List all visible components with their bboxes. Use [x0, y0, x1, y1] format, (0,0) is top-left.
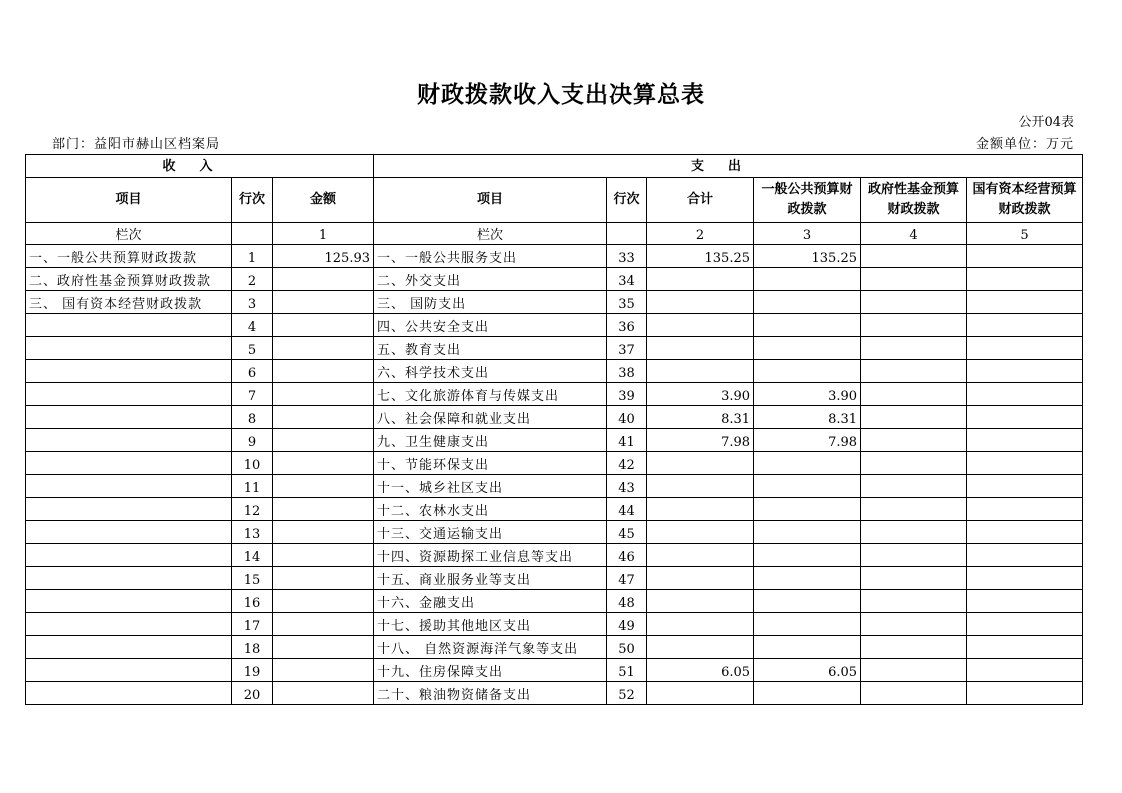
gov-fund-cell [861, 406, 967, 429]
income-amount-cell [273, 659, 374, 682]
income-amount-cell [273, 360, 374, 383]
state-capital-cell [967, 544, 1083, 567]
state-capital-cell [967, 291, 1083, 314]
gov-fund-cell [861, 360, 967, 383]
income-row-cell: 5 [232, 337, 273, 360]
income-amount-cell [273, 613, 374, 636]
income-amount-cell [273, 590, 374, 613]
general-budget-cell: 6.05 [754, 659, 861, 682]
table-row [26, 452, 1083, 475]
column-header-row [26, 178, 1083, 223]
income-row-cell: 18 [232, 636, 273, 659]
income-row-cell: 1 [232, 245, 273, 268]
total-cell: 3.90 [647, 383, 754, 406]
state-capital-cell [967, 521, 1083, 544]
expense-item-cell: 九、卫生健康支出 [374, 429, 607, 452]
income-row-cell: 2 [232, 268, 273, 291]
gov-fund-cell [861, 475, 967, 498]
department-label: 部门：益阳市赫山区档案局 [52, 137, 221, 152]
general-budget-cell [754, 636, 861, 659]
expense-item-cell: 八、社会保障和就业支出 [374, 406, 607, 429]
expense-item-cell: 十一、城乡社区支出 [374, 475, 607, 498]
expense-row-cell: 35 [607, 291, 647, 314]
expense-row-cell: 36 [607, 314, 647, 337]
section-header-row [26, 155, 1083, 178]
index-total: 2 [647, 223, 754, 245]
total-cell [647, 291, 754, 314]
income-amount-cell [273, 636, 374, 659]
general-budget-cell [754, 590, 861, 613]
income-amount-cell [273, 498, 374, 521]
state-capital-cell [967, 337, 1083, 360]
income-item-cell [26, 636, 232, 659]
expense-row-cell: 38 [607, 360, 647, 383]
expense-row-cell: 44 [607, 498, 647, 521]
total-cell [647, 567, 754, 590]
general-budget-cell [754, 682, 861, 705]
table-row [26, 636, 1083, 659]
page-title: 财政拨款收入支出决算总表 [417, 82, 705, 108]
income-amount-cell [273, 337, 374, 360]
income-row-cell: 17 [232, 613, 273, 636]
table-row [26, 613, 1083, 636]
state-capital-cell [967, 245, 1083, 268]
expense-item-cell: 五、教育支出 [374, 337, 607, 360]
gov-fund-cell [861, 682, 967, 705]
total-cell: 7.98 [647, 429, 754, 452]
total-cell [647, 452, 754, 475]
expense-item-cell: 二、外交支出 [374, 268, 607, 291]
expense-item-cell: 十、节能环保支出 [374, 452, 607, 475]
index-amount: 1 [273, 223, 374, 245]
table-row [26, 544, 1083, 567]
gov-fund-cell [861, 544, 967, 567]
expense-item-cell: 十九、住房保障支出 [374, 659, 607, 682]
table-row [26, 360, 1083, 383]
index-cell [232, 223, 273, 245]
table-row [26, 498, 1083, 521]
general-budget-cell [754, 360, 861, 383]
expense-row-cell: 43 [607, 475, 647, 498]
total-cell [647, 636, 754, 659]
state-capital-cell [967, 659, 1083, 682]
appropriation-table [25, 154, 1083, 705]
income-row-cell: 3 [232, 291, 273, 314]
table-row [26, 291, 1083, 314]
expense-item-cell: 一、一般公共服务支出 [374, 245, 607, 268]
expense-item-cell: 四、公共安全支出 [374, 314, 607, 337]
expense-item-cell: 十五、商业服务业等支出 [374, 567, 607, 590]
expense-item-cell: 七、文化旅游体育与传媒支出 [374, 383, 607, 406]
table-row [26, 406, 1083, 429]
expense-row-cell: 49 [607, 613, 647, 636]
income-amount-cell [273, 291, 374, 314]
income-amount-cell: 125.93 [273, 245, 374, 268]
total-cell [647, 498, 754, 521]
general-budget-cell [754, 452, 861, 475]
income-amount-cell [273, 314, 374, 337]
state-capital-cell [967, 406, 1083, 429]
income-item-cell [26, 383, 232, 406]
income-item-cell [26, 544, 232, 567]
expense-item-cell: 三、 国防支出 [374, 291, 607, 314]
gov-fund-cell [861, 429, 967, 452]
state-capital-cell [967, 567, 1083, 590]
gov-fund-cell [861, 314, 967, 337]
income-row-cell: 20 [232, 682, 273, 705]
income-item-cell [26, 498, 232, 521]
table-row [26, 682, 1083, 705]
income-amount-cell [273, 406, 374, 429]
income-amount-cell [273, 682, 374, 705]
general-budget-cell [754, 613, 861, 636]
index-label-right: 栏次 [374, 223, 607, 245]
gov-fund-cell [861, 636, 967, 659]
income-row-cell: 8 [232, 406, 273, 429]
general-budget-cell [754, 567, 861, 590]
table-row [26, 590, 1083, 613]
index-row [26, 223, 1083, 245]
col-state-capital: 国有资本经营预算财政拨款 [967, 178, 1083, 223]
gov-fund-cell [861, 337, 967, 360]
income-row-cell: 6 [232, 360, 273, 383]
income-item-cell [26, 682, 232, 705]
income-row-cell: 11 [232, 475, 273, 498]
col-income-amount: 金额 [273, 178, 374, 223]
income-amount-cell [273, 521, 374, 544]
income-amount-cell [273, 567, 374, 590]
gov-fund-cell [861, 521, 967, 544]
gov-fund-cell [861, 452, 967, 475]
general-budget-cell: 135.25 [754, 245, 861, 268]
income-header: 收入 [26, 155, 374, 178]
state-capital-cell [967, 498, 1083, 521]
total-cell [647, 360, 754, 383]
index-label-left: 栏次 [26, 223, 232, 245]
income-amount-cell [273, 452, 374, 475]
total-cell: 135.25 [647, 245, 754, 268]
income-item-cell: 二、政府性基金预算财政拨款 [26, 268, 232, 291]
expense-row-cell: 40 [607, 406, 647, 429]
income-row-cell: 19 [232, 659, 273, 682]
total-cell [647, 590, 754, 613]
state-capital-cell [967, 314, 1083, 337]
expense-row-cell: 39 [607, 383, 647, 406]
general-budget-cell [754, 498, 861, 521]
table-row [26, 429, 1083, 452]
total-cell [647, 337, 754, 360]
income-row-cell: 16 [232, 590, 273, 613]
income-row-cell: 12 [232, 498, 273, 521]
income-row-cell: 10 [232, 452, 273, 475]
expense-item-cell: 十四、资源勘探工业信息等支出 [374, 544, 607, 567]
general-budget-cell: 3.90 [754, 383, 861, 406]
general-budget-cell [754, 475, 861, 498]
general-budget-cell [754, 314, 861, 337]
expense-item-cell: 二十、粮油物资储备支出 [374, 682, 607, 705]
general-budget-cell [754, 268, 861, 291]
state-capital-cell [967, 383, 1083, 406]
income-row-cell: 14 [232, 544, 273, 567]
total-cell [647, 268, 754, 291]
expense-item-cell: 十三、交通运输支出 [374, 521, 607, 544]
expense-item-cell: 十七、援助其他地区支出 [374, 613, 607, 636]
general-budget-cell [754, 337, 861, 360]
col-expense-item: 项目 [374, 178, 607, 223]
expense-row-cell: 33 [607, 245, 647, 268]
total-cell [647, 475, 754, 498]
income-item-cell [26, 475, 232, 498]
expense-row-cell: 52 [607, 682, 647, 705]
gov-fund-cell [861, 613, 967, 636]
table-row [26, 521, 1083, 544]
income-amount-cell [273, 544, 374, 567]
state-capital-cell [967, 452, 1083, 475]
expense-row-cell: 42 [607, 452, 647, 475]
index-general: 3 [754, 223, 861, 245]
amount-unit-label: 金额单位：万元 [975, 137, 1074, 152]
income-row-cell: 9 [232, 429, 273, 452]
income-amount-cell [273, 383, 374, 406]
total-cell [647, 314, 754, 337]
expense-item-cell: 十八、 自然资源海洋气象等支出 [374, 636, 607, 659]
table-row [26, 567, 1083, 590]
col-income-row: 行次 [232, 178, 273, 223]
index-state: 5 [967, 223, 1083, 245]
income-item-cell [26, 659, 232, 682]
total-cell [647, 544, 754, 567]
table-row [26, 475, 1083, 498]
state-capital-cell [967, 268, 1083, 291]
gov-fund-cell [861, 659, 967, 682]
income-row-cell: 15 [232, 567, 273, 590]
col-gov-fund: 政府性基金预算财政拨款 [861, 178, 967, 223]
gov-fund-cell [861, 590, 967, 613]
income-item-cell [26, 567, 232, 590]
income-row-cell: 4 [232, 314, 273, 337]
income-item-cell [26, 452, 232, 475]
expense-item-cell: 十二、农林水支出 [374, 498, 607, 521]
total-cell [647, 521, 754, 544]
income-item-cell [26, 406, 232, 429]
income-item-cell [26, 314, 232, 337]
table-row [26, 314, 1083, 337]
total-cell [647, 682, 754, 705]
state-capital-cell [967, 613, 1083, 636]
income-item-cell [26, 613, 232, 636]
income-row-cell: 13 [232, 521, 273, 544]
expense-row-cell: 41 [607, 429, 647, 452]
income-amount-cell [273, 429, 374, 452]
form-number: 公开04表 [1018, 115, 1074, 130]
expense-item-cell: 六、科学技术支出 [374, 360, 607, 383]
table-row [26, 383, 1083, 406]
gov-fund-cell [861, 567, 967, 590]
income-row-cell: 7 [232, 383, 273, 406]
income-item-cell [26, 429, 232, 452]
state-capital-cell [967, 636, 1083, 659]
expense-row-cell: 47 [607, 567, 647, 590]
index-gov-fund: 4 [861, 223, 967, 245]
table-row [26, 659, 1083, 682]
state-capital-cell [967, 429, 1083, 452]
income-item-cell [26, 337, 232, 360]
state-capital-cell [967, 590, 1083, 613]
expense-row-cell: 37 [607, 337, 647, 360]
state-capital-cell [967, 475, 1083, 498]
total-cell: 6.05 [647, 659, 754, 682]
expense-row-cell: 50 [607, 636, 647, 659]
income-item-cell: 三、 国有资本经营财政拨款 [26, 291, 232, 314]
expense-row-cell: 46 [607, 544, 647, 567]
general-budget-cell [754, 291, 861, 314]
table-row [26, 245, 1083, 268]
total-cell [647, 613, 754, 636]
expense-row-cell: 34 [607, 268, 647, 291]
income-item-cell [26, 360, 232, 383]
col-expense-row: 行次 [607, 178, 647, 223]
general-budget-cell: 7.98 [754, 429, 861, 452]
expense-row-cell: 45 [607, 521, 647, 544]
income-amount-cell [273, 475, 374, 498]
gov-fund-cell [861, 291, 967, 314]
table-row [26, 268, 1083, 291]
expense-item-cell: 十六、金融支出 [374, 590, 607, 613]
income-item-cell [26, 521, 232, 544]
expense-header: 支出 [374, 155, 1083, 178]
general-budget-cell [754, 521, 861, 544]
gov-fund-cell [861, 268, 967, 291]
gov-fund-cell [861, 245, 967, 268]
income-item-cell: 一、一般公共预算财政拨款 [26, 245, 232, 268]
expense-row-cell: 51 [607, 659, 647, 682]
gov-fund-cell [861, 383, 967, 406]
general-budget-cell: 8.31 [754, 406, 861, 429]
expense-row-cell: 48 [607, 590, 647, 613]
index-cell [607, 223, 647, 245]
state-capital-cell [967, 360, 1083, 383]
general-budget-cell [754, 544, 861, 567]
table-row [26, 337, 1083, 360]
col-total: 合计 [647, 178, 754, 223]
col-general-budget: 一般公共预算财政拨款 [754, 178, 861, 223]
income-item-cell [26, 590, 232, 613]
gov-fund-cell [861, 498, 967, 521]
col-income-item: 项目 [26, 178, 232, 223]
income-amount-cell [273, 268, 374, 291]
state-capital-cell [967, 682, 1083, 705]
total-cell: 8.31 [647, 406, 754, 429]
